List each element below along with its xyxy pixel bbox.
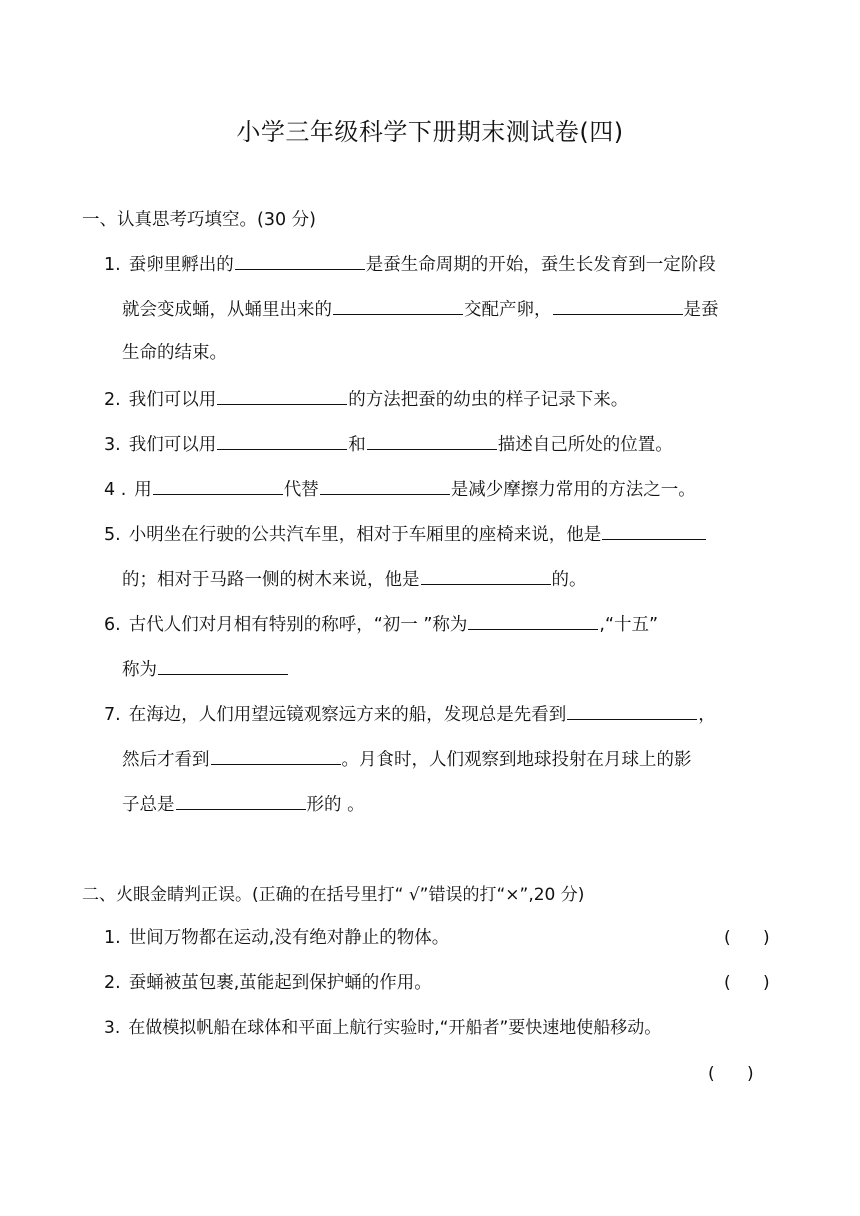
question-number: 1. (104, 255, 121, 275)
answer-blank[interactable] (320, 476, 450, 495)
question-7-line-1: 7. 在海边，人们用望远镜观察远方来的船，发现总是先看到 ， (104, 701, 716, 727)
page-title: 小学三年级科学下册期末测试卷(四) (236, 118, 624, 146)
answer-blank[interactable] (158, 656, 288, 675)
question-7-line-2: 然后才看到 。月食时，人们观察到地球投射在月球上的影 (122, 746, 692, 772)
answer-blank[interactable] (602, 521, 706, 540)
answer-blank[interactable] (367, 431, 497, 450)
answer-blank[interactable] (567, 701, 697, 720)
judge-item-1: 1. 世间万物都在运动,没有绝对静止的物体。 (104, 928, 450, 948)
question-number: 6. (104, 615, 121, 635)
answer-blank[interactable] (153, 476, 283, 495)
question-5-line-1: 5. 小明坐在行驶的公共汽车里，相对于车厢里的座椅来说，他是 (104, 521, 707, 547)
answer-blank[interactable] (211, 746, 341, 765)
question-number: 7. (104, 705, 121, 725)
answer-blank[interactable] (421, 566, 551, 585)
question-6-line-2: 称为 (122, 656, 289, 682)
section1-heading: 一、认真思考巧填空。(30 分) (82, 210, 316, 230)
question-4: 4 . 用 代替 是减少摩擦力常用的方法之一。 (104, 476, 696, 502)
question-number: 4 . (104, 480, 127, 500)
question-1-line-3: 生命的结束。 (122, 343, 227, 363)
judge-item-2: 2. 蚕蛹被茧包裹,茧能起到保护蛹的作用。 (104, 973, 432, 993)
question-7-line-3: 子总是 形的 。 (122, 791, 365, 817)
answer-blank[interactable] (333, 296, 463, 315)
answer-blank[interactable] (468, 611, 598, 630)
question-number: 2. (104, 973, 121, 993)
question-number: 5. (104, 525, 121, 545)
answer-parentheses[interactable]: ( ) (708, 1064, 754, 1084)
question-5-line-2: 的；相对于马路一侧的树木来说，他是 的。 (122, 566, 587, 592)
question-number: 1. (104, 928, 121, 948)
answer-blank[interactable] (176, 791, 306, 810)
answer-blank[interactable] (217, 386, 347, 405)
question-6-line-1: 6. 古代人们对月相有特别的称呼，“初一 ”称为 ,“十五” (104, 611, 658, 637)
question-1-line-1: 1. 蚕卵里孵出的 是蚕生命周期的开始，蚕生长发育到一定阶段 (104, 251, 716, 277)
question-1-line-2: 就会变成蛹，从蛹里出来的 交配产卵， 是蚕 (122, 296, 719, 322)
question-number: 3. (104, 435, 121, 455)
question-2: 2. 我们可以用 的方法把蚕的幼虫的样子记录下来。 (104, 386, 628, 412)
question-number: 2. (104, 390, 121, 410)
answer-blank[interactable] (217, 431, 347, 450)
question-number: 3. (104, 1018, 121, 1038)
question-3: 3. 我们可以用 和 描述自己所处的位置。 (104, 431, 673, 457)
answer-parentheses[interactable]: ( ) (724, 973, 770, 993)
answer-parentheses[interactable]: ( ) (724, 928, 770, 948)
section2-heading: 二、火眼金睛判正误。(正确的在括号里打“ √”错误的打“×”,20 分) (82, 885, 585, 905)
answer-blank[interactable] (553, 296, 683, 315)
judge-item-3: 3. 在做模拟帆船在球体和平面上航行实验时,“开船者”要快速地使船移动。 (104, 1018, 662, 1038)
answer-blank[interactable] (235, 251, 365, 270)
